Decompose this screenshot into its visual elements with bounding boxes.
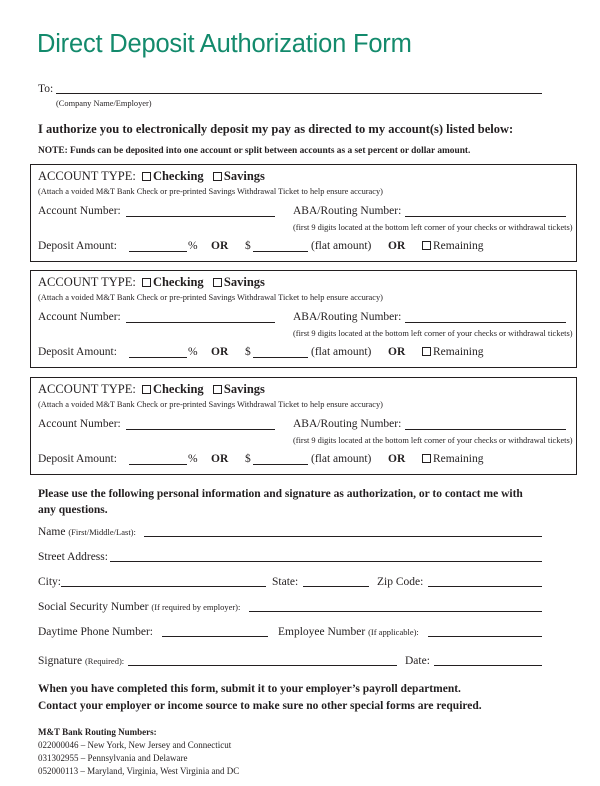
ssn-label: Social Security Number bbox=[38, 601, 149, 613]
deposit-amount-label: Deposit Amount: bbox=[38, 453, 117, 465]
or-label: OR bbox=[211, 346, 229, 358]
percent-field[interactable] bbox=[129, 357, 187, 358]
flat-amount-field[interactable] bbox=[253, 464, 308, 465]
remaining-label: Remaining bbox=[433, 453, 484, 465]
percent-sign: % bbox=[188, 453, 198, 465]
account-number-label: Account Number: bbox=[38, 205, 121, 217]
closing-line-1: When you have completed this form, submit it to your employer’s payroll department. bbox=[38, 683, 461, 695]
savings-label: Savings bbox=[223, 275, 265, 289]
checking-label: Checking bbox=[152, 382, 204, 396]
to-label: To: bbox=[38, 83, 54, 95]
savings-checkbox[interactable] bbox=[213, 385, 222, 394]
street-label: Street Address: bbox=[38, 551, 108, 563]
phone-field[interactable] bbox=[162, 636, 268, 637]
personal-intro-line-1: Please use the following personal information and signature as authorization, or to contact me with bbox=[38, 488, 523, 500]
remaining-checkbox[interactable] bbox=[422, 347, 431, 356]
or-label: OR bbox=[211, 453, 229, 465]
phone-label: Daytime Phone Number: bbox=[38, 626, 153, 638]
account-block-3 bbox=[30, 377, 577, 475]
authorize-text: I authorize you to electronically deposit my pay as directed to my account(s) listed below: bbox=[38, 122, 514, 136]
account-number-field[interactable] bbox=[126, 322, 275, 323]
account-block-1 bbox=[30, 164, 577, 262]
or-label: OR bbox=[388, 453, 406, 465]
routing-number-label: ABA/Routing Number: bbox=[293, 311, 402, 323]
percent-sign: % bbox=[188, 240, 198, 252]
attach-note: (Attach a voided M&T Bank Check or pre-printed Savings Withdrawal Ticket to help ensure accuracy) bbox=[38, 293, 383, 302]
employee-number-label: Employee Number bbox=[278, 626, 366, 638]
routing-numbers-heading: M&T Bank Routing Numbers: bbox=[38, 727, 157, 737]
savings-checkbox[interactable] bbox=[213, 278, 222, 287]
ssn-hint: (If required by employer): bbox=[151, 602, 241, 612]
street-field[interactable] bbox=[110, 561, 542, 562]
savings-checkbox[interactable] bbox=[213, 172, 222, 181]
account-number-field[interactable] bbox=[126, 429, 275, 430]
routing-number-field[interactable] bbox=[405, 322, 566, 323]
deposit-amount-label: Deposit Amount: bbox=[38, 240, 117, 252]
remaining-checkbox[interactable] bbox=[422, 454, 431, 463]
date-label: Date: bbox=[405, 655, 430, 667]
remaining-checkbox[interactable] bbox=[422, 241, 431, 250]
dollar-sign: $ bbox=[245, 346, 251, 358]
account-type-label: ACCOUNT TYPE: bbox=[38, 275, 136, 289]
account-type-label: ACCOUNT TYPE: bbox=[38, 169, 136, 183]
deposit-amount-label: Deposit Amount: bbox=[38, 346, 117, 358]
checking-checkbox[interactable] bbox=[142, 172, 151, 181]
percent-field[interactable] bbox=[129, 464, 187, 465]
routing-number-field[interactable] bbox=[405, 429, 566, 430]
signature-field[interactable] bbox=[128, 665, 397, 666]
account-type-label: ACCOUNT TYPE: bbox=[38, 382, 136, 396]
remaining-label: Remaining bbox=[433, 346, 484, 358]
flat-amount-label: (flat amount) bbox=[311, 346, 372, 358]
zip-label: Zip Code: bbox=[377, 576, 424, 588]
state-label: State: bbox=[272, 576, 299, 588]
routing-number-field[interactable] bbox=[405, 216, 566, 217]
city-label: City: bbox=[38, 576, 62, 588]
attach-note: (Attach a voided M&T Bank Check or pre-printed Savings Withdrawal Ticket to help ensure accuracy) bbox=[38, 400, 383, 409]
routing-number-label: ABA/Routing Number: bbox=[293, 205, 402, 217]
or-label: OR bbox=[211, 240, 229, 252]
employee-number-field[interactable] bbox=[428, 636, 542, 637]
form-title: Direct Deposit Authorization Form bbox=[37, 30, 412, 58]
employee-number-hint: (If applicable): bbox=[368, 627, 419, 637]
checking-label: Checking bbox=[152, 169, 204, 183]
date-field[interactable] bbox=[434, 665, 542, 666]
dollar-sign: $ bbox=[245, 453, 251, 465]
remaining-label: Remaining bbox=[433, 240, 484, 252]
closing-line-2: Contact your employer or income source to make sure no other special forms are required. bbox=[38, 700, 482, 712]
checking-checkbox[interactable] bbox=[142, 385, 151, 394]
flat-amount-field[interactable] bbox=[253, 251, 308, 252]
to-sublabel: (Company Name/Employer) bbox=[56, 99, 152, 108]
name-field[interactable] bbox=[144, 536, 542, 537]
savings-label: Savings bbox=[223, 169, 265, 183]
routing-number-label: ABA/Routing Number: bbox=[293, 418, 402, 430]
account-number-label: Account Number: bbox=[38, 418, 121, 430]
name-label: Name bbox=[38, 526, 66, 538]
city-field[interactable] bbox=[61, 586, 266, 587]
account-number-label: Account Number: bbox=[38, 311, 121, 323]
or-label: OR bbox=[388, 346, 406, 358]
flat-amount-field[interactable] bbox=[253, 357, 308, 358]
ssn-field[interactable] bbox=[249, 611, 542, 612]
routing-number-item: 031302955 – Pennsylvania and Delaware bbox=[38, 753, 188, 763]
attach-note: (Attach a voided M&T Bank Check or pre-printed Savings Withdrawal Ticket to help ensure accuracy) bbox=[38, 187, 383, 196]
percent-field[interactable] bbox=[129, 251, 187, 252]
account-block-2 bbox=[30, 270, 577, 368]
note-text: NOTE: Funds can be deposited into one account or split between accounts as a set percent or dollar amount. bbox=[38, 146, 471, 156]
personal-intro-line-2: any questions. bbox=[38, 504, 108, 516]
routing-number-item: 022000046 – New York, New Jersey and Connecticut bbox=[38, 740, 232, 750]
savings-label: Savings bbox=[223, 382, 265, 396]
routing-note: (first 9 digits located at the bottom left corner of your checks or withdrawal tickets) bbox=[293, 329, 573, 338]
or-label: OR bbox=[388, 240, 406, 252]
signature-label: Signature bbox=[38, 655, 83, 667]
zip-field[interactable] bbox=[428, 586, 542, 587]
to-field[interactable] bbox=[56, 93, 542, 94]
state-field[interactable] bbox=[303, 586, 369, 587]
routing-number-item: 052000113 – Maryland, Virginia, West Virginia and DC bbox=[38, 766, 240, 776]
account-number-field[interactable] bbox=[126, 216, 275, 217]
flat-amount-label: (flat amount) bbox=[311, 240, 372, 252]
routing-note: (first 9 digits located at the bottom left corner of your checks or withdrawal tickets) bbox=[293, 436, 573, 445]
checking-checkbox[interactable] bbox=[142, 278, 151, 287]
dollar-sign: $ bbox=[245, 240, 251, 252]
flat-amount-label: (flat amount) bbox=[311, 453, 372, 465]
percent-sign: % bbox=[188, 346, 198, 358]
signature-hint: (Required): bbox=[84, 656, 125, 666]
checking-label: Checking bbox=[152, 275, 204, 289]
routing-note: (first 9 digits located at the bottom left corner of your checks or withdrawal tickets) bbox=[293, 223, 573, 232]
name-hint: (First/Middle/Last): bbox=[68, 527, 136, 537]
